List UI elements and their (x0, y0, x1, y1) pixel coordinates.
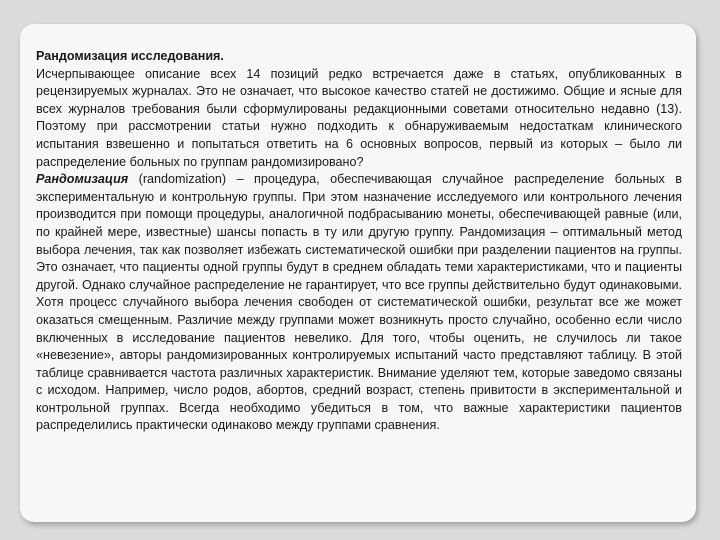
paragraph-1: Исчерпывающее описание всех 14 позиций редко встречается даже в статьях, опубликованных в рецензируемых журналах. Это не означает, что высокое качество статей не достижимо. Общие и ясные для всех журналов требования были сформулированы редакционными советами относительно недавно (13). Поэтому при рассмотрении статьи нужно подходить к обнаруживаемым недостаткам клинического испытания взвешенно и попытаться ответить на 6 основных вопросов, первый из которых – было ли распределение больных по группам рандомизировано? (36, 66, 682, 169)
section-heading: Рандомизация исследования. (36, 49, 224, 63)
text-content (36, 48, 682, 435)
paragraph-2 (36, 171, 682, 435)
paragraph-2-body: (randomization) – процедура, обеспечивающая случайное распределение больных в экспериментальную и контрольную группы. При этом назначение исследуемого или контрольного лечения производится при помощи процедуры, аналогичной подбрасыванию монеты, обеспечивающей равные (или, по крайней мере, известные) шансы попасть в ту или другую группу. Рандомизация – оптимальный метод выбора лечения, так как позволяет избежать систематической ошибки при разделении пациентов на группы. Это означает, что пациенты одной группы будут в среднем обладать теми характеристиками, что и пациенты другой. Однако случайное распределение не гарантирует, что все группы действительно будут одинаковыми. Хотя процесс случайного выбора лечения свободен от систематической ошибки, результат все же может оказаться смещенным. Различие между группами может возникнуть просто случайно, особенно если число включенных в исследование пациентов невелико. Для того, чтобы оценить, не случилось ли такое «невезение», авторы рандомизированных контролируемых испытаний часто представляют таблицу. В этой таблице сравнивается частота различных характеристик. Внимание уделяют тем, которые заведомо связаны с исходом. Например, число родов, абортов, средний возраст, степень привитости в экспериментальной и контрольной группах. Всегда необходимо убедиться в том, что важные характеристики пациентов распределились практически одинаково между группами сравнения. (36, 172, 682, 433)
term-randomization: Рандомизация (36, 172, 129, 187)
